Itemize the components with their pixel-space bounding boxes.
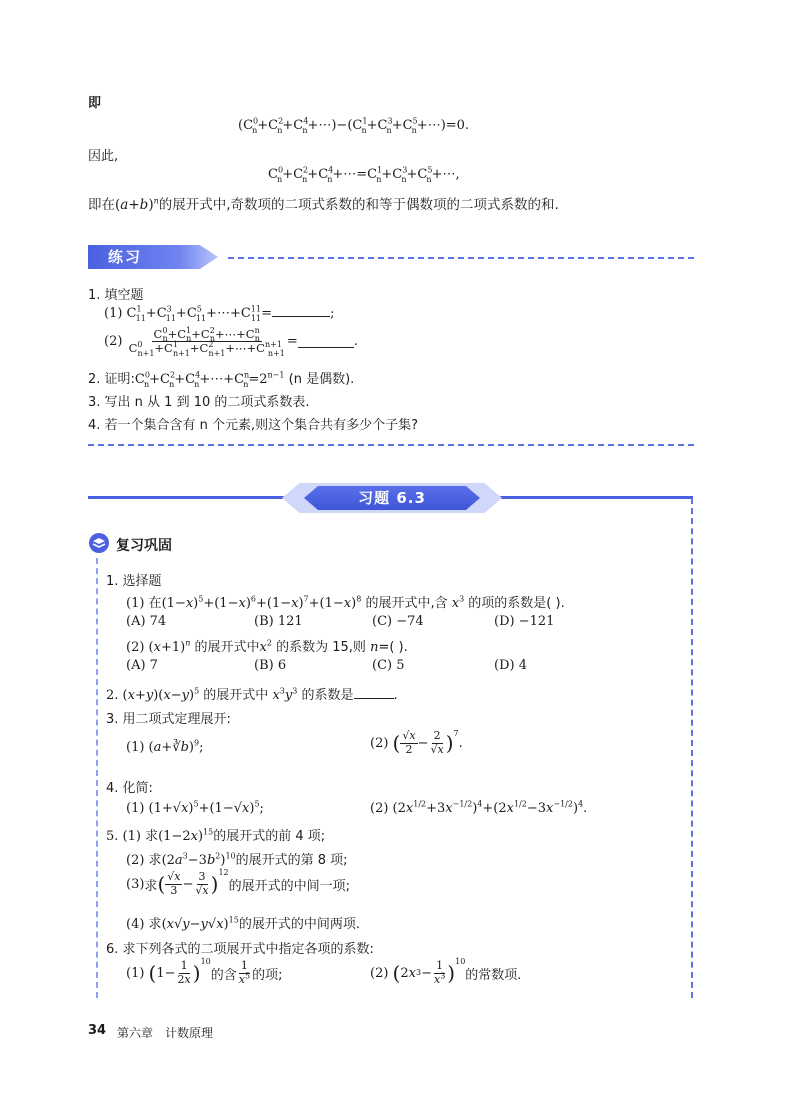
layers-icon bbox=[88, 532, 110, 554]
practice-q3: 3. 写出 n 从 1 到 10 的二项式系数表. bbox=[88, 395, 310, 410]
exercise-q3-1: (1) (a+∛b)$^9$; bbox=[126, 738, 204, 755]
exercise-q6-1: (1) ( 1− $\frac{1}{2x}$ ) 10 的含 $\frac{1}{x^5}$ 的项; bbox=[126, 957, 283, 986]
practice-divider-top bbox=[228, 257, 694, 259]
practice-q2: 2. 证明$:C^0_n+C^2_n+C^4_n+\cdots+C^n_n=2^{n-1}$ (n 是偶数). bbox=[88, 370, 355, 389]
exercise-rule-right bbox=[497, 496, 693, 499]
exercise-q5-3: (3) 求 ( $\frac{√x}{3}$ − $\frac{3}{√x}$ ) 12 的展开式的中间一项; bbox=[126, 868, 351, 897]
exercise-q2: 2. $(x+y)(x-y)^5$ 的展开式中 $x^3y^3$ 的系数是 . bbox=[106, 686, 398, 703]
practice-title: 练习 bbox=[108, 248, 143, 266]
exercise-q1-label: 1. 选择题 bbox=[106, 574, 162, 589]
section-title: 复习巩固 bbox=[116, 538, 172, 554]
page-number: 34 bbox=[88, 1023, 107, 1038]
exercise-q4-2: (2) $(2x^{1/2}+3x^{-1/2})^4+(2x^{1/2}-3x^{-1/2})^4$. bbox=[370, 799, 588, 816]
exercise-q4-1: (1) $(1+√x)^5+(1-√x)^5$; bbox=[126, 799, 264, 816]
practice-q1-1-num: (1) bbox=[104, 306, 123, 321]
exercise-rule-left bbox=[88, 496, 288, 499]
exercise-q4: 4. 化简: bbox=[106, 781, 153, 796]
practice-q1-label: 1. 填空题 bbox=[88, 288, 144, 303]
chapter-title: 计数原理 bbox=[165, 1026, 214, 1040]
exercise-q1-2-opt-c: (C) 5 bbox=[372, 658, 405, 673]
practice-q1-1: (1) $C^1_{11}+C^3_{11}+C^5_{11}+\cdots+C^{11}_{11}=$ ; bbox=[104, 304, 335, 323]
exercise-q1-1-opt-d: (D) −121 bbox=[494, 614, 555, 629]
conclusion-line: 即在$(a+b)^n$的展开式中,奇数项的二项式系数的和等于偶数项的二项式系数的和. bbox=[88, 196, 559, 213]
equation-2: $C^0_n+C^2_n+C^4_n+\cdots=C^1_n+C^3_n+C^5_n+\cdots$, bbox=[268, 165, 460, 184]
exercise-q5-2: (2) 求$(2a^3-3b^2)^{10}$的展开式的第 8 项; bbox=[126, 851, 348, 868]
exercise-q3-2: (2) ( $\frac{√x}{2}$ − $\frac{2}{√x}$ ) 7 . bbox=[370, 729, 463, 756]
exercise-q1-2-opt-a: (A) 7 bbox=[126, 658, 158, 673]
label-yinci: 因此, bbox=[88, 149, 119, 164]
exercise-q5-4: (4) 求$(x√y-y√x)^{15}$的展开式的中间两项. bbox=[126, 915, 360, 932]
exercise-q3: 3. 用二项式定理展开: bbox=[106, 712, 231, 727]
equation-1: $(C^0_n+C^2_n+C^4_n+\cdots)-(C^1_n+C^3_n+C^5_n+\cdots)=0$. bbox=[238, 116, 470, 135]
exercise-q1-2-opt-d: (D) 4 bbox=[494, 658, 527, 673]
exercise-banner bbox=[282, 483, 502, 513]
practice-q1-2: (2) $\frac{C^0_n+C^1_n+C^2_n+\cdots+C^n_n}{C^0_{n+1}+C^1_{n+1}+C^2_{n+1}+\cdots+C^{n+1}_{n+1}}$ = . bbox=[104, 326, 358, 358]
exercise-q1-1-opt-b: (B) 121 bbox=[254, 614, 303, 629]
exercise-q1-1: (1) 在$(1-x)^5+(1-x)^6+(1-x)^7+(1-x)^8$ 的展开式中,含 $x^3$ 的项的系数是( ). bbox=[126, 594, 565, 611]
practice-q1-2-fraction: $\frac{C^0_n+C^1_n+C^2_n+\cdots+C^n_n}{C^0_{n+1}+C^1_{n+1}+C^2_{n+1}+\cdots+C^{n+1}_{n+1}}$ bbox=[128, 326, 285, 358]
chapter-label: 第六章 bbox=[117, 1026, 154, 1040]
practice-divider-bottom bbox=[88, 444, 694, 446]
exercise-q1-2: (2) $(x+1)^n$ 的展开式中$x^2$ 的系数为 15,则 n=( ). bbox=[126, 638, 408, 655]
exercise-left-dash bbox=[96, 558, 98, 998]
exercise-q6: 6. 求下列各式的二项展开式中指定各项的系数: bbox=[106, 942, 374, 957]
exercise-side-dash bbox=[691, 498, 693, 998]
exercise-q6-2: (2) ( 2 x 3 − $\frac{1}{x^3}$ ) 10 的常数项. bbox=[370, 957, 522, 986]
practice-q1-2-num: (2) bbox=[104, 334, 123, 350]
practice-q4: 4. 若一个集合含有 n 个元素,则这个集合共有多少个子集? bbox=[88, 418, 419, 433]
exercise-q1-1-opt-a: (A) 74 bbox=[126, 614, 167, 629]
exercise-q1-2-opt-b: (B) 6 bbox=[254, 658, 287, 673]
exercise-q5-1: 5. (1) 求$(1-2x)^{15}$的展开式的前 4 项; bbox=[106, 827, 326, 844]
exercise-title: 习题 6.3 bbox=[358, 489, 426, 507]
exercise-q1-1-opt-c: (C) −74 bbox=[372, 614, 424, 629]
label-ji: 即 bbox=[88, 96, 102, 111]
